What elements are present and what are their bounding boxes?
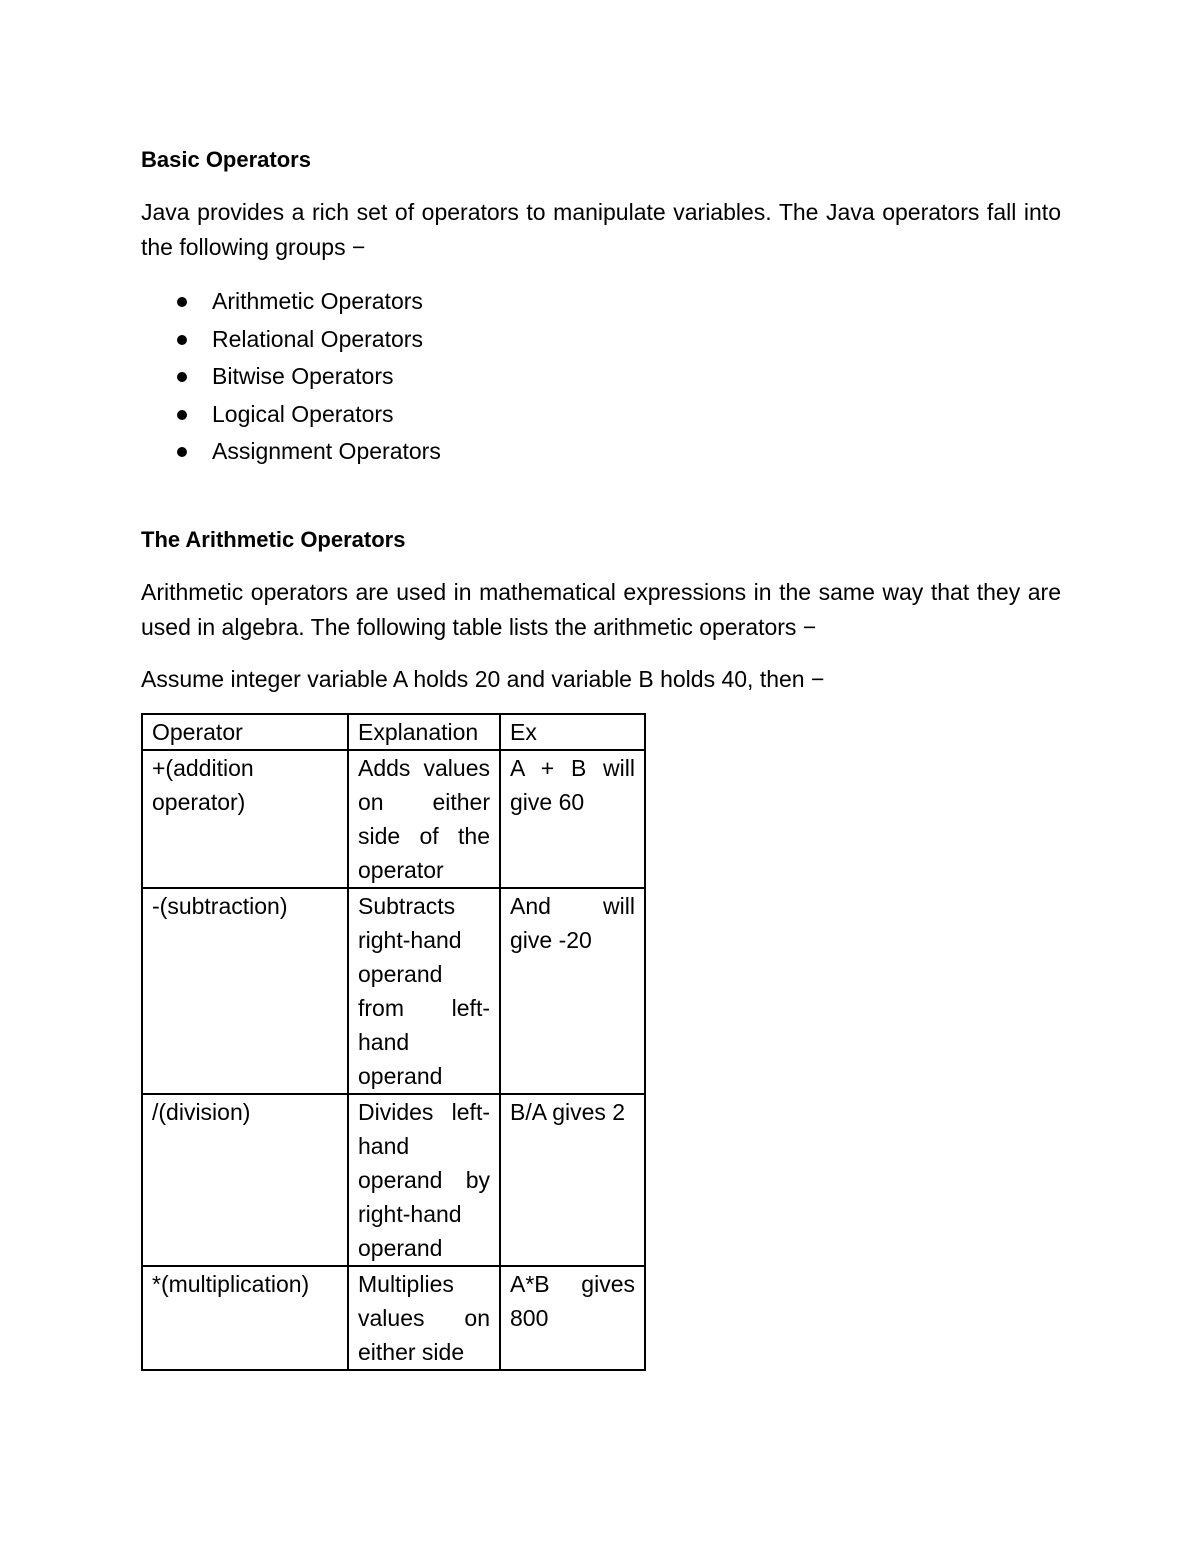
list-item: Arithmetic Operators: [141, 283, 441, 321]
explanation-cell: Subtracts right-hand operand from left-hand operand: [348, 888, 500, 1094]
bullet-icon: [177, 410, 187, 420]
arithmetic-operators-table: [141, 713, 646, 1371]
table-row: [142, 1266, 645, 1370]
operator-cell: *(multiplication): [142, 1266, 348, 1370]
operator-cell: /(division): [142, 1094, 348, 1266]
list-item: Assignment Operators: [141, 433, 441, 471]
table-row: [142, 888, 645, 1094]
assumption-paragraph: Assume integer variable A holds 20 and variable B holds 40, then −: [141, 666, 825, 692]
operator-cell: -(subtraction): [142, 888, 348, 1094]
list-item: Logical Operators: [141, 396, 441, 434]
header-cell-example: Ex: [500, 714, 645, 750]
explanation-cell: Adds values on either side of the operator: [348, 750, 500, 888]
bullet-icon: [177, 372, 187, 382]
bullet-icon: [177, 297, 187, 307]
explanation-cell: Divides left-hand operand by right-hand operand: [348, 1094, 500, 1266]
example-cell: B/A gives 2: [500, 1094, 645, 1266]
list-item: Bitwise Operators: [141, 358, 441, 396]
list-item: Relational Operators: [141, 321, 441, 359]
section-title-basic-operators: Basic Operators: [141, 147, 311, 172]
table-header-row: [142, 714, 645, 750]
bullet-icon: [177, 447, 187, 457]
header-cell-operator: Operator: [142, 714, 348, 750]
example-cell: And will give -20: [500, 888, 645, 1094]
intro-paragraph: Java provides a rich set of operators to manipulate variables. The Java operators fall into the following groups −: [141, 199, 1061, 260]
header-cell-explanation: Explanation: [348, 714, 500, 750]
operator-cell: +(addition operator): [142, 750, 348, 888]
table-row: [142, 750, 645, 888]
example-cell: A + B will give 60: [500, 750, 645, 888]
example-cell: A*B gives 800: [500, 1266, 645, 1370]
section-title-arithmetic-operators: The Arithmetic Operators: [141, 527, 406, 552]
bullet-icon: [177, 335, 187, 345]
operator-groups-list: [141, 283, 441, 471]
arithmetic-intro-paragraph: Arithmetic operators are used in mathematical expressions in the same way that they are used in algebra. The following table lists the arithmetic operators −: [141, 579, 1061, 640]
explanation-cell: Multiplies values on either side: [348, 1266, 500, 1370]
table-row: [142, 1094, 645, 1266]
